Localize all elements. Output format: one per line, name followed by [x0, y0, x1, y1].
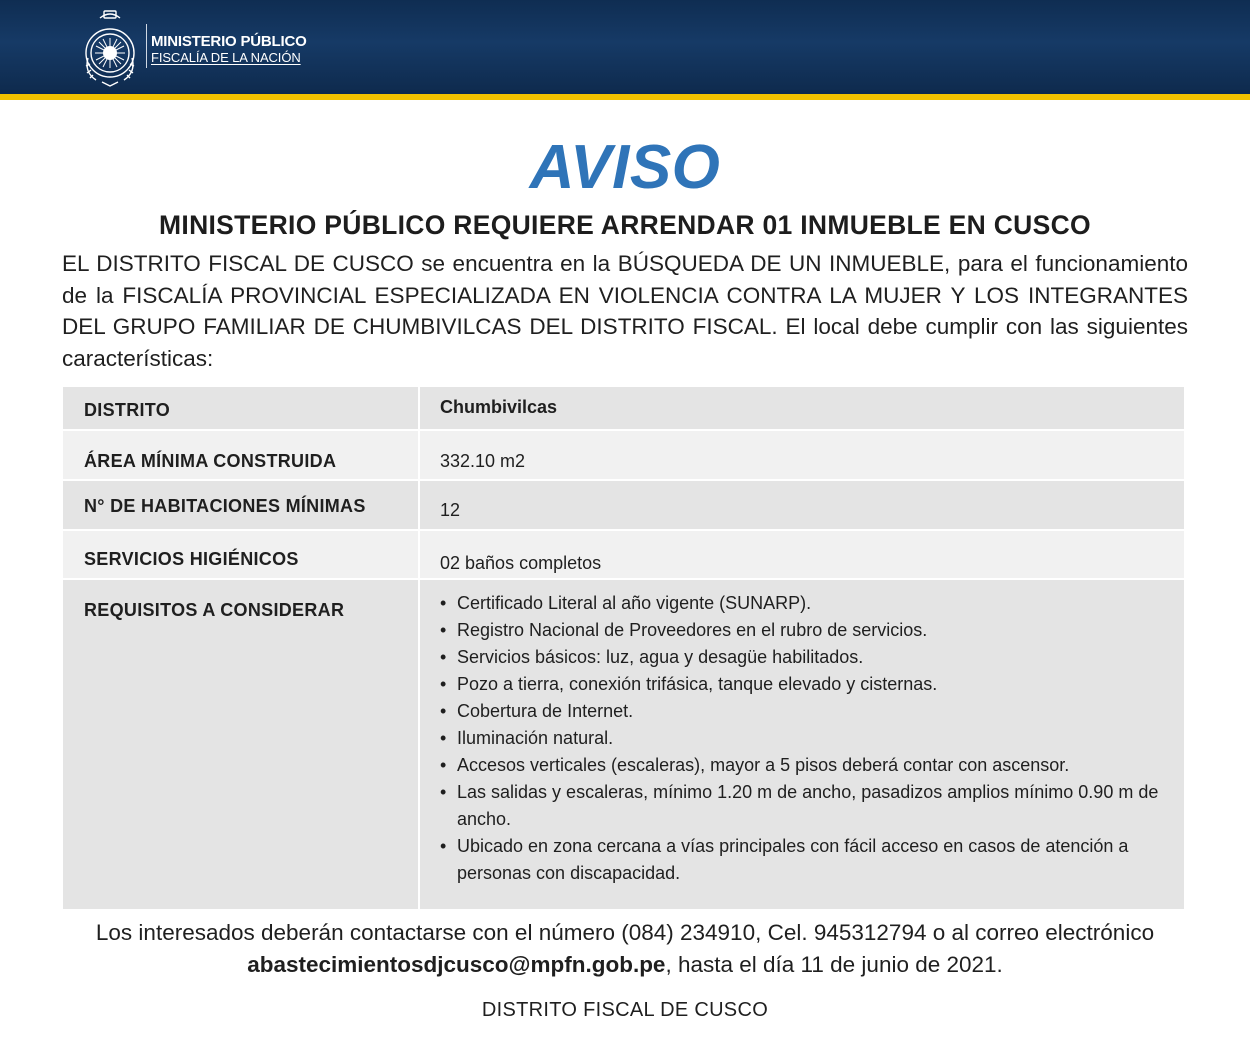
notice-title: AVISO [529, 133, 721, 202]
table-row-area [63, 431, 1184, 481]
row-label: SERVICIOS HIGIÉNICOS [63, 531, 420, 578]
contact-deadline: , hasta el día 11 de junio de 2021. [665, 951, 1003, 977]
table-row-distrito [63, 387, 1184, 431]
table-row-habitaciones [63, 481, 1184, 531]
list-item: • Accesos verticales (escaleras), mayor a 5 pisos deberá contar con ascensor. [440, 752, 1184, 779]
list-item: • Registro Nacional de Proveedores en el rubro de servicios. [440, 617, 1184, 644]
row-value [420, 580, 1184, 909]
logo-divider [146, 24, 147, 68]
list-item: • Ubicado en zona cercana a vías principales con fácil acceso en casos de atención a personas con discapacidad. [440, 833, 1184, 887]
footer-signature: DISTRITO FISCAL DE CUSCO [481, 999, 769, 1021]
property-requirements-table [63, 387, 1184, 909]
list-item: • Pozo a tierra, conexión trifásica, tanque elevado y cisternas. [440, 671, 1184, 698]
contact-info [0, 917, 1250, 980]
table-row-requisitos [63, 580, 1184, 909]
row-value: Chumbivilcas [440, 397, 558, 417]
requirements-list [440, 590, 1184, 887]
brand-name-line1: MINISTERIO PÚBLICO [151, 33, 307, 50]
row-label: N° DE HABITACIONES MÍNIMAS [63, 481, 420, 529]
notice-intro: EL DISTRITO FISCAL DE CUSCO se encuentra en la BÚSQUEDA DE UN INMUEBLE, para el funcionamiento de la FISCALÍA PROVINCIAL ESPECIALIZADA EN VIOLENCIA CONTRA LA MUJER Y LOS INTEGRANTES DEL GRUPO FAMILIAR DE CHUMBIVILCAS DEL DISTRITO FISCAL. El local debe cumplir con las siguientes características: [62, 251, 1188, 371]
list-item: • Las salidas y escaleras, mínimo 1.20 m de ancho, pasadizos amplios mínimo 0.90 m de ancho. [440, 779, 1184, 833]
list-item: • Iluminación natural. [440, 725, 1184, 752]
list-item: • Servicios básicos: luz, agua y desagüe habilitados. [440, 644, 1184, 671]
contact-text: Los interesados deberán contactarse con el número (084) 234910, Cel. 945312794 o al correo electrónico [95, 920, 1155, 945]
brand-name [151, 34, 307, 64]
row-label: ÁREA MÍNIMA CONSTRUIDA [63, 431, 420, 479]
list-item: • Certificado Literal al año vigente (SUNARP). [440, 590, 1184, 617]
header-bar [0, 0, 1250, 94]
gold-stripe [0, 94, 1250, 100]
institution-seal-icon [78, 8, 142, 88]
row-value: 332.10 m2 [440, 451, 526, 471]
brand-name-line2: FISCALÍA DE LA NACIÓN [151, 50, 301, 65]
table-row-servicios [63, 531, 1184, 580]
row-label: REQUISITOS A CONSIDERAR [63, 580, 420, 909]
row-label: DISTRITO [63, 387, 420, 429]
row-value: 12 [440, 500, 461, 520]
notice-subtitle: MINISTERIO PÚBLICO REQUIERE ARRENDAR 01 INMUEBLE EN CUSCO [159, 210, 1091, 240]
row-value: 02 baños completos [440, 553, 602, 573]
list-item: • Cobertura de Internet. [440, 698, 1184, 725]
contact-email: abastecimientosdjcusco@mpfn.gob.pe [247, 951, 666, 977]
